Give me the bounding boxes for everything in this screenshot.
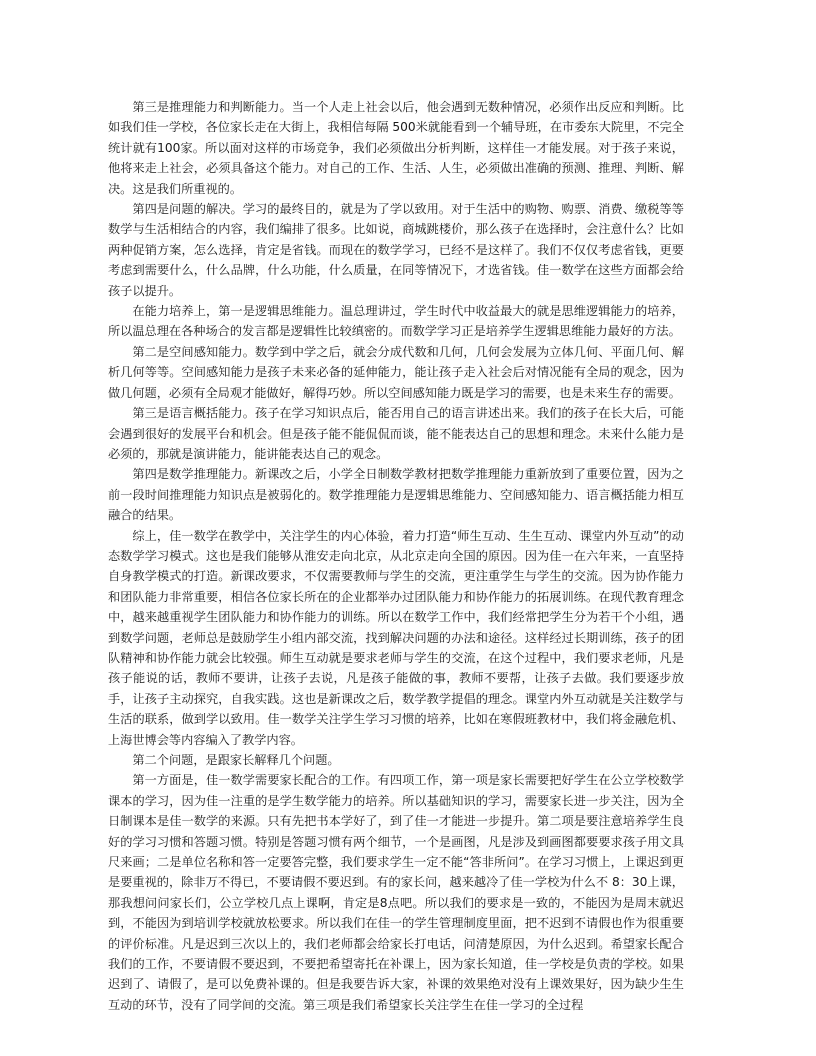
document-page — [108, 97, 684, 1015]
paragraph-spatial-perception: 第二是空间感知能力。数学到中学之后，就会分成代数和几何，几何会发展为立体几何、平面几何、解析几何等等。空间感知能力是孩子未来必备的延伸能力，能让孩子走入社会后对情况能有全局的观念，因为做几何题，必须有全局观才能做好，解得巧妙。所以空间感知能力既是学习的需要，也是未来生存的需要。 — [108, 344, 684, 400]
paragraph-language-summary: 第三是语言概括能力。孩子在学习知识点后，能否用自己的语言讲述出来。我们的孩子在长大后，可能会遇到很好的发展平台和机会。但是孩子能不能侃侃而谈，能不能表达自己的思想和理念。未来什么能力是必须的，那就是演讲能力，能讲能表达自己的观念。 — [108, 406, 684, 461]
paragraph-logical-thinking: 在能力培养上，第一是逻辑思维能力。温总理讲过，学生时代中收益最大的就是思维逻辑能力的培养，所以温总理在各种场合的发言都是逻辑性比较缜密的。而数学学习正是培养学生逻辑思维能力最好的方法。 — [108, 304, 684, 339]
paragraph-second-question: 第二个问题，是跟家长解释几个问题。 — [132, 753, 340, 767]
paragraph-summary-interaction: 综上，佳一数学在教学中，关注学生的内心体验，着力打造“师生互动、生生互动、课堂内外互动”的动态数学学习模式。这也是我们能够从淮安走向北京，从北京走向全国的原因。因为佳一在六年来，一直坚持自身教学模式的打造。新课改要求，不仅需要教师与学生的交流，更注重学生与学生的交流。因为协作能力和团队能力非常重要，相信各位家长所在的企业都举办过团队能力和协作能力的拓展训练。在现代教育理念中，越来越重视学生团队能力和协作能力的训练。所以在数学工作中，我们经常把学生分为若干个小组，遇到数学问题，老师总是鼓励学生小组内部交流，找到解决问题的办法和途径。这样经过长期训练，孩子的团队精神和协作能力就会比较强。师生互动就是要求老师与学生的交流，在这个过程中，我们要求老师，凡是孩子能说的话，教师不要讲，让孩子去说，凡是孩子能做的事，教师不要帮，让孩子去做。我们要逐步放手，让孩子主动探究，自我实践。这也是新课改之后，数学教学提倡的理念。课堂内外互动就是关注数学与生活的联系，做到学以致用。佳一数学关注学生学习习惯的培养，比如在寒假班教材中，我们将金融危机、上海世博会等内容编入了教学内容。 — [108, 528, 684, 747]
paragraph-reasoning-judgment: 第三是推理能力和判断能力。当一个人走上社会以后，他会遇到无数种情况，必须作出反应和判断。比如我们佳一学校，各位家长走在大街上，我相信每隔 500米就能看到一个辅导班，在市委东大院里，不完全统计就有100家。所以面对这样的市场竞争，我们必须做出分析判断，这样佳一才能发展。对于孩子来说，他将来走上社会，必须具备这个能力。对自己的工作、生活、人生，必须做出准确的预测、推理、判断、解决。这是我们所重视的。 — [108, 100, 684, 196]
paragraph-math-reasoning: 第四是数学推理能力。新课改之后，小学全日制数学教材把数学推理能力重新放到了重要位置，因为之前一段时间推理能力知识点是被弱化的。数学推理能力是逻辑思维能力、空间感知能力、语言概括能力相互融合的结果。 — [108, 467, 684, 523]
paragraph-parent-cooperation: 第一方面是，佳一数学需要家长配合的工作。有四项工作，第一项是家长需要把好学生在公立学校数学课本的学习，因为佳一注重的是学生数学能力的培养。所以基础知识的学习，需要家长进一步关注，因为全日制课本是佳一数学的来源。只有先把书本学好了，到了佳一才能进一步提升。第二项是要注意培养学生良好的学习习惯和答题习惯。特别是答题习惯有两个细节，一个是画图，凡是涉及到画图都要要求孩子用文具尺来画；二是单位名称和答一定要答完整，我们要求学生一定不能“答非所问”。在学习习惯上，上课迟到更是要重视的，除非万不得已，不要请假不要迟到。有的家长问，越来越冷了佳一学校为什么不 8：30上课，那我想问问家长们，公立学校几点上课啊，肯定是8点吧。所以我们的要求是一致的，不能因为是周末就迟到，不能因为到培训学校就放松要求。所以我们在佳一的学生管理制度里面，把不迟到不请假也作为很重要的评价标准。凡是迟到三次以上的，我们老师都会给家长打电话，问清楚原因，为什么迟到。希望家长配合我们的工作，不要请假不要迟到，不要把希望寄托在补课上，因为家长知道，佳一学校是负责的学校。如果迟到了、请假了，是可以免费补课的。但是我要告诉大家，补课的效果绝对没有上课效果好，因为缺少生生互动的环节，没有了同学间的交流。第三项是我们希望家长关注学生在佳一学习的全过程 — [108, 773, 684, 1012]
paragraph-problem-solving: 第四是问题的解决。学习的最终目的，就是为了学以致用。对于生活中的购物、购票、消费、缴税等等数学与生活相结合的内容，我们编排了很多。比如说，商城跳楼价，那么孩子在选择时，会注意什么？比如两种促销方案，怎么选择，肯定是省钱。而现在的数学学习，已经不是这样了。我们不仅仅考虑省钱，更要考虑到需要什么，什么品牌，什么功能，什么质量，在同等情况下，才选省钱。佳一数学在这些方面都会给孩子以提升。 — [108, 202, 684, 298]
